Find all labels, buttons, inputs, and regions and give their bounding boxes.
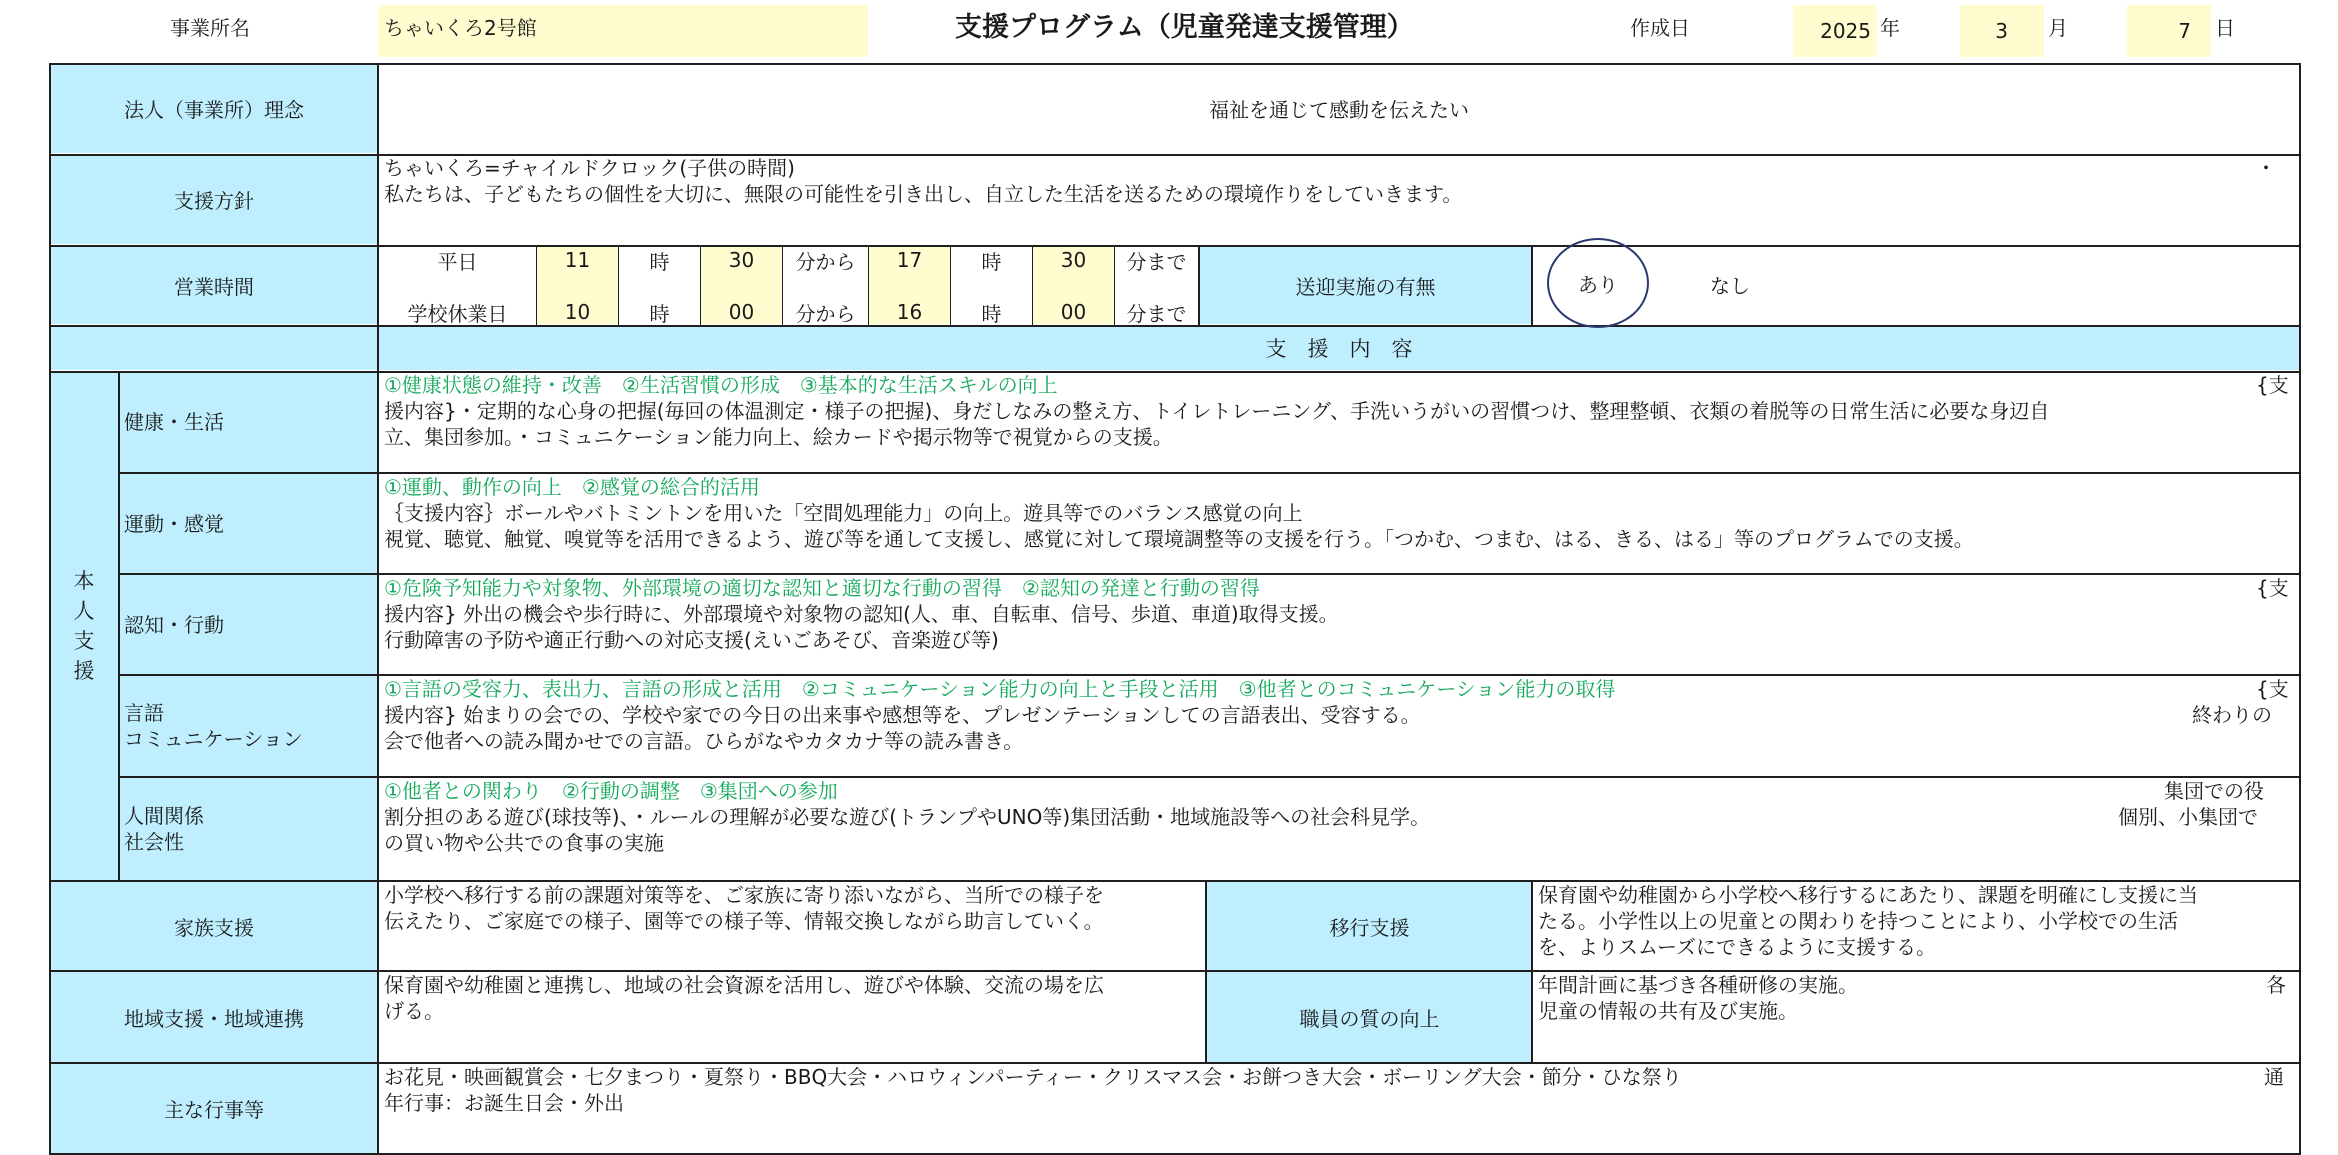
office-name-field[interactable] <box>378 5 868 57</box>
holiday-label: 学校休業日 <box>407 301 508 326</box>
year-field[interactable] <box>1793 5 1877 57</box>
row-tail-social: 集団での役 <box>2164 779 2264 803</box>
holiday-to-minute[interactable]: 00 <box>1060 300 1087 324</box>
philosophy-text: 福祉を通じて感動を伝えたい <box>1209 98 1469 122</box>
month-value: 3 <box>1995 19 2008 43</box>
transition-support-label: 移行支援 <box>1329 915 1410 940</box>
row-line-social-2: の買い物や公共での食事の実施 <box>384 831 664 855</box>
support-content-header: 支 援 内 容 <box>1265 337 1413 361</box>
row-label-social: 人間関係 社会性 <box>124 804 204 854</box>
events-label: 主な行事等 <box>164 1098 264 1122</box>
transition-support-text: 保育園や幼稚園から小学校へ移行するにあたり、課題を明確にし支援に当 たる。小学性以上の児童との関わりを持つことにより、小学校での生活 を、よりスムーズにできるように支援する。 <box>1538 883 2198 959</box>
policy-label: 支援方針 <box>174 189 254 213</box>
community-support-text: 保育園や幼稚園と連携し、地域の社会資源を活用し、遊びや体験、交流の場を広 げる。 <box>384 973 1104 1023</box>
events-tail: 通 <box>2264 1065 2284 1089</box>
to-unit: 分まで <box>1126 249 1187 274</box>
year-unit: 年 <box>1880 16 1900 40</box>
weekday-to-minute[interactable]: 30 <box>1060 248 1087 272</box>
transport-no-label: なし <box>1710 273 1750 298</box>
hour-unit: 時 <box>981 249 1002 274</box>
row-goal-social: ①他者との関わり ②行動の調整 ③集団への参加 <box>384 779 838 803</box>
events-line-2: 年行事：お誕生日会・外出 <box>384 1091 624 1115</box>
row-goal-cognition: ①危険予知能力や対象物、外部環境の適切な認知と適切な行動の習得 ②認知の発達と行動の習得 <box>384 576 1260 600</box>
transport-yes-option[interactable] <box>1547 238 1649 328</box>
row-tail-health: {支 <box>2256 373 2289 397</box>
policy-line-1: ちゃいくろ=チャイルドクロック(子供の時間) <box>384 156 795 180</box>
year-value: 2025 <box>1820 19 1871 43</box>
family-support-label: 家族支援 <box>174 915 254 940</box>
row-line-motor-2: 視覚、聴覚、触覚、嗅覚等を活用できるよう、遊び等を通して支援し、感覚に対して環境調整等の支援を行う。「つかむ、つまむ、はる、きる、はる」等のプログラムでの支援。 <box>384 527 1974 551</box>
row-line-cognition-1: 援内容} 外出の機会や歩行時に、外部環境や対象物の認知(人、車、自転車、信号、歩道、車道)取得支援。 <box>384 602 1339 626</box>
day-value: 7 <box>2178 19 2191 43</box>
row-line-health-2: 立、集団参加。・コミュニケーション能力向上、絵カードや掲示物等で視覚からの支援。 <box>384 425 1173 449</box>
family-support-text: 小学校へ移行する前の課題対策等を、ご家族に寄り添いながら、当所での様子を 伝えたり、ご家庭での様子、園等での様子等、情報交換しながら助言していく。 <box>384 883 1104 933</box>
row-goal-health: ①健康状態の維持・改善 ②生活習慣の形成 ③基本的な生活スキルの向上 <box>384 373 1058 397</box>
staff-quality-label: 職員の質の向上 <box>1299 1006 1440 1031</box>
holiday-from-hour[interactable]: 10 <box>564 300 591 324</box>
from-unit: 分から <box>795 301 856 326</box>
row-right-language: 終わりの <box>2192 703 2272 727</box>
row-line-cognition-2: 行動障害の予防や適正行動への対応支援(えいごあそび、音楽遊び等) <box>384 628 999 652</box>
transport-yes-label: あり <box>1578 272 1618 297</box>
policy-line-2: 私たちは、子どもたちの個性を大切に、無限の可能性を引き出し、自立した生活を送るための環境作りをしていきます。 <box>384 182 1463 206</box>
policy-dot: ・ <box>2256 156 2276 180</box>
row-label-language: 言語 コミュニケーション <box>124 701 303 751</box>
row-line-language-2: 会で他者への読み聞かせでの言語。ひらがなやカタカナ等の読み書き。 <box>384 729 1024 753</box>
office-name: ちゃいくろ2号館 <box>384 16 537 40</box>
transport-no-option[interactable] <box>1690 262 1770 306</box>
events-line-1: お花見・映画観賞会・七夕まつり・夏祭り・BBQ大会・ハロウィンパーティー・クリスマス会・お餅つき大会・ボーリング大会・節分・ひな祭り <box>384 1065 1682 1089</box>
weekday-from-hour[interactable]: 11 <box>564 248 591 272</box>
row-tail-cognition: {支 <box>2256 576 2289 600</box>
self-support-label-text: 本人支援 <box>73 569 95 683</box>
row-label-cognition: 認知・行動 <box>124 612 224 637</box>
row-tail-language: {支 <box>2256 677 2289 701</box>
row-line-motor-1: ｛支援内容｝ボールやバトミントンを用いた「空間処理能力」の向上。遊具等でのバランス感覚の向上 <box>384 501 1303 525</box>
row-label-motor: 運動・感覚 <box>124 511 224 536</box>
hour-unit: 時 <box>649 249 670 274</box>
row-goal-language: ①言語の受容力、表出力、言語の形成と活用 ②コミュニケーション能力の向上と手段と活用 ③他者とのコミュニケーション能力の取得 <box>384 677 1616 701</box>
weekday-label: 平日 <box>437 249 478 274</box>
staff-quality-tail: 各 <box>2266 973 2286 997</box>
weekday-from-minute[interactable]: 30 <box>728 248 755 272</box>
holiday-from-minute[interactable]: 00 <box>728 300 755 324</box>
weekday-to-hour[interactable]: 17 <box>896 248 923 272</box>
grid-line <box>118 371 120 881</box>
hours-label: 営業時間 <box>174 274 254 299</box>
row-line-social-1: 割分担のある遊び(球技等)、・ルールの理解が必要な遊び(トランプやUNO等)集団活動・地域施設等への社会科見学。 <box>384 805 1431 829</box>
month-unit: 月 <box>2048 16 2068 40</box>
holiday-to-hour[interactable]: 16 <box>896 300 923 324</box>
community-support-label: 地域支援・地域連携 <box>124 1006 304 1031</box>
row-line-language-1: 援内容} 始まりの会での、学校や家での今日の出来事や感想等を、プレゼンテーションしての言語表出、受容する。 <box>384 703 1421 727</box>
transport-label: 送迎実施の有無 <box>1295 274 1436 299</box>
row-right-social: 個別、小集団で <box>2118 805 2258 829</box>
day-field[interactable] <box>2127 5 2211 57</box>
grid-line <box>2299 63 2301 1154</box>
row-goal-motor: ①運動、動作の向上 ②感覚の総合的活用 <box>384 475 760 499</box>
staff-quality-line-2: 児童の情報の共有及び実施。 <box>1538 999 1798 1023</box>
page-title: 支援プログラム（児童発達支援管理） <box>955 12 1414 43</box>
office-label: 事業所名 <box>170 16 250 40</box>
row-label-health: 健康・生活 <box>124 410 224 434</box>
from-unit: 分から <box>795 249 856 274</box>
day-unit: 日 <box>2215 16 2235 40</box>
philosophy-label: 法人（事業所）理念 <box>124 98 304 122</box>
to-unit: 分まで <box>1126 301 1187 326</box>
row-line-health-1: 援内容}・定期的な心身の把握(毎回の体温測定・様子の把握)、身だしなみの整え方、トイレトレーニング、手洗いうがいの習慣つけ、整理整頓、衣類の着脱等の日常生活に必要な身辺自 <box>384 399 2050 423</box>
self-support-label <box>50 372 118 880</box>
hour-unit: 時 <box>981 301 1002 326</box>
staff-quality-line-1: 年間計画に基づき各種研修の実施。 <box>1538 973 1858 997</box>
created-date-label: 作成日 <box>1630 16 1690 40</box>
month-field[interactable] <box>1960 5 2044 57</box>
hour-unit: 時 <box>649 301 670 326</box>
